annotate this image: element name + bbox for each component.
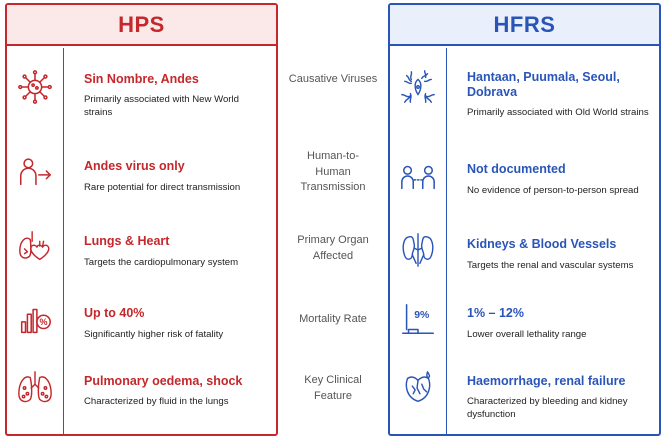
hps-transmission-desc: Rare potential for direct transmission <box>84 182 241 193</box>
hfrs-transmission-desc: No evidence of person-to-person spread <box>467 185 639 196</box>
hps-mortality-desc: Significantly higher risk of fatality <box>84 329 224 340</box>
hps-clinical-desc: Characterized by fluid in the lungs <box>84 396 229 407</box>
hps-header: HPS <box>7 5 276 46</box>
virus-icon <box>16 68 54 106</box>
hfrs-mortality-desc: Lower overall lethality range <box>467 329 587 340</box>
hps-transmission-title: Andes virus only <box>84 159 185 173</box>
hps-viruses-desc: Primarily associated with New World strains <box>84 94 239 118</box>
criteria-clinical: Key Clinical Feature <box>304 374 362 402</box>
hfrs-viruses-title: Hantaan, Puumala, Seoul, Dobrava <box>467 70 620 99</box>
lungs-icon <box>16 369 54 407</box>
criteria-transmission: Human-to-Human Transmission <box>300 150 366 193</box>
kidneys-icon <box>399 231 437 269</box>
hps-organ-desc: Targets the cardiopulmonary system <box>84 257 239 268</box>
hfrs-clinical-desc: Characterized by bleeding and kidney dysfunction <box>467 396 628 420</box>
percent-scale-icon <box>399 301 437 339</box>
hps-mortality-title: Up to 40% <box>84 306 145 320</box>
bleeding-kidney-icon <box>399 369 437 407</box>
viruses-icon <box>399 68 437 106</box>
hps-organ-title: Lungs & Heart <box>84 234 170 248</box>
person-arrow-icon <box>16 153 54 191</box>
hfrs-panel <box>388 3 661 436</box>
hps-clinical-title: Pulmonary oedema, shock <box>84 374 243 388</box>
hfrs-viruses-desc: Primarily associated with Old World strains <box>467 107 649 118</box>
hfrs-transmission-title: Not documented <box>467 162 566 176</box>
hfrs-organ-title: Kidneys & Blood Vessels <box>467 237 617 251</box>
svg-text:%: % <box>39 317 48 328</box>
hps-panel <box>5 3 278 436</box>
bar-chart-percent-icon <box>16 301 54 339</box>
lungs-heart-icon <box>16 228 54 266</box>
two-persons-icon <box>399 158 437 196</box>
hfrs-organ-desc: Targets the renal and vascular systems <box>467 260 634 271</box>
hfrs-header: HFRS <box>390 5 659 46</box>
hfrs-clinical-title: Haemorrhage, renal failure <box>467 374 626 388</box>
criteria-mortality: Mortality Rate <box>299 313 367 325</box>
hps-viruses-title: Sin Nombre, Andes <box>84 72 199 86</box>
svg-text:9%: 9% <box>414 310 430 322</box>
criteria-viruses: Causative Viruses <box>288 73 378 85</box>
hfrs-mortality-title: 1% – 12% <box>467 306 524 320</box>
criteria-organ: Primary Organ Affected <box>297 234 369 262</box>
